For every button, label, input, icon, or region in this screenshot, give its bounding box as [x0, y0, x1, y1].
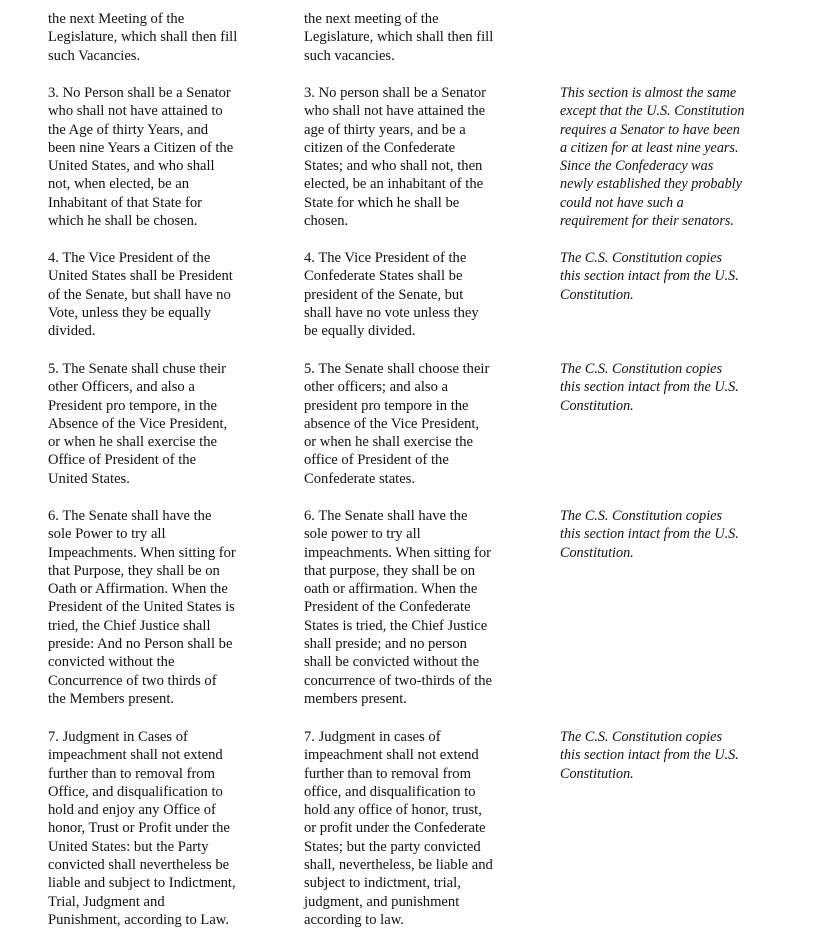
commentary-text: The C.S. Constitution copies this section intact from the U.S. Constitution. — [560, 729, 739, 782]
us-constitution-text: 5. The Senate shall chuse their other Officers, and also a President pro tempore, in the Absence of the Vice President, or when he shall exercise the Office of President of the United States. — [48, 361, 228, 487]
cs-constitution-text: 7. Judgment in cases of impeachment shall not extend further than to removal from office, and disqualification to hold any office of honor, trust, or profit under the Confederate States; but the party convicted shall, nevertheless, be liable and subject to indictment, trial, judgment, and punishment according to law. — [304, 729, 493, 928]
us-constitution-text: 4. The Vice President of the United States shall be President of the Senate, but shall have no Vote, unless they be equally divided. — [48, 250, 233, 340]
us-constitution-text: 3. No Person shall be a Senator who shall not have attained to the Age of thirty Years, and been nine Years a Citizen of the United States, and who shall not, when elected, be an Inhabitant of that State for which he shall be chosen. — [48, 85, 234, 230]
cs-constitution-text: 6. The Senate shall have the sole power to try all impeachments. When sitting for that purpose, they shall be on oath or affirmation. When the President of the Confederate States is tried, the Chief Justice shall preside; and no person shall be convicted without the concurrence of two-thirds of the members present. — [304, 508, 493, 707]
cs-constitution-text: the next meeting of the Legislature, which shall then fill such vacancies. — [304, 11, 494, 64]
commentary-text: The C.S. Constitution copies this section intact from the U.S. Constitution. — [560, 250, 739, 303]
commentary-text: This section is almost the same except that the U.S. Constitution requires a Senator to have been a citizen for at least nine years. Since the Confederacy was newly established they probably could not have such a requirement for their senators. — [560, 85, 745, 230]
us-constitution-text: 6. The Senate shall have the sole Power to try all Impeachments. When sitting for that Purpose, they shall be on Oath or Affirmation. When the President of the United States is tried, the Chief Justice shall preside: And no Person shall be convicted without the Concurrence of two thirds of the Members present. — [48, 508, 236, 707]
cs-constitution-text: 5. The Senate shall choose their other officers; and also a president pro tempore in the absence of the Vice President, or when he shall exercise the office of President of the Confederate states. — [304, 361, 490, 487]
commentary-text: The C.S. Constitution copies this section intact from the U.S. Constitution. — [560, 508, 739, 561]
commentary-text: The C.S. Constitution copies this section intact from the U.S. Constitution. — [560, 361, 739, 414]
us-constitution-text: 7. Judgment in Cases of impeachment shall not extend further than to removal from Office, and disqualification to hold and enjoy any Office of honor, Trust or Profit under the United States: but the Party convicted shall nevertheless be liable and subject to Indictment, Trial, Judgment and Punishment, according to Law. — [48, 729, 236, 928]
cs-constitution-text: 4. The Vice President of the Confederate States shall be president of the Senate, but shall have no vote unless they be equally divided. — [304, 250, 479, 340]
us-constitution-text: the next Meeting of the Legislature, which shall then fill such Vacancies. — [48, 11, 238, 64]
cs-constitution-text: 3. No person shall be a Senator who shall not have attained the age of thirty years, and be a citizen of the Confederate States; and who shall not, then elected, be an inhabitant of the State for which he shall be chosen. — [304, 85, 486, 230]
